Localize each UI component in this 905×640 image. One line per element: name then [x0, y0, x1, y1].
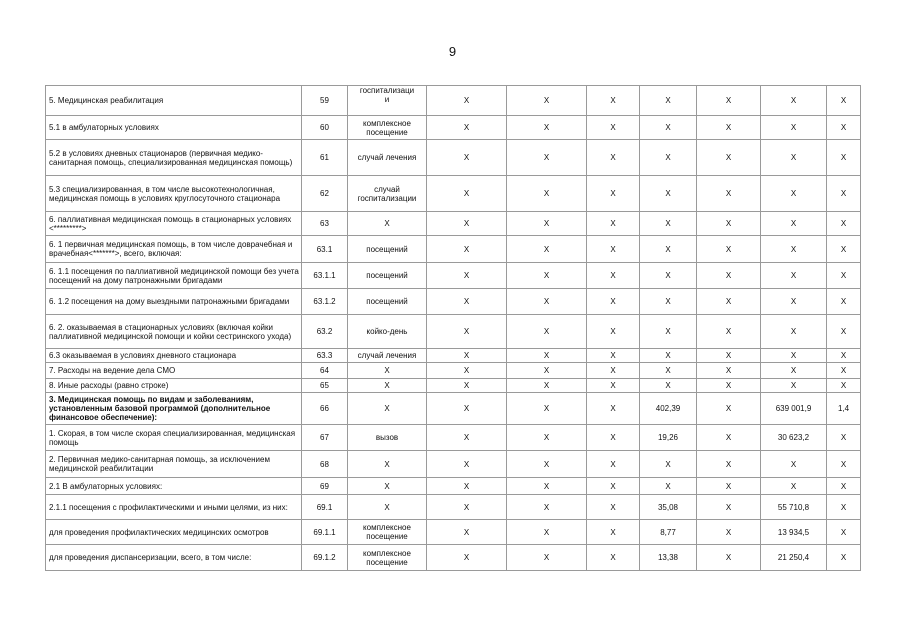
value-cell: X	[761, 379, 827, 393]
table-row	[46, 349, 861, 363]
value-cell: X	[587, 86, 640, 116]
unit-cell: X	[348, 495, 427, 520]
row-name-cell: для проведения диспансеризации, всего, в том числе:	[46, 545, 302, 571]
value-cell: X	[640, 315, 697, 349]
value-cell: X	[640, 86, 697, 116]
value-cell: X	[587, 349, 640, 363]
data-table	[45, 85, 861, 571]
row-name-cell: 6.3 оказываемая в условиях дневного стационара	[46, 349, 302, 363]
value-cell: X	[640, 478, 697, 495]
value-cell: X	[640, 116, 697, 140]
value-cell: X	[697, 236, 761, 263]
value-cell: X	[587, 140, 640, 176]
row-number-cell: 65	[302, 379, 348, 393]
row-number-cell: 69	[302, 478, 348, 495]
value-cell: X	[427, 520, 507, 545]
row-number-cell: 68	[302, 451, 348, 478]
value-cell: X	[640, 263, 697, 289]
unit-cell: случай лечения	[348, 349, 427, 363]
table-row	[46, 315, 861, 349]
row-name-cell: 5.1 в амбулаторных условиях	[46, 116, 302, 140]
value-cell: X	[827, 315, 861, 349]
row-name-cell: 1. Скорая, в том числе скорая специализированная, медицинская помощь	[46, 425, 302, 451]
row-name-cell: 5. Медицинская реабилитация	[46, 86, 302, 116]
value-cell: X	[697, 379, 761, 393]
value-cell: X	[640, 451, 697, 478]
value-cell: X	[761, 363, 827, 379]
value-cell: X	[827, 263, 861, 289]
table-row	[46, 86, 861, 116]
row-name-cell: 2.1 В амбулаторных условиях:	[46, 478, 302, 495]
row-number-cell: 62	[302, 176, 348, 212]
table-row	[46, 520, 861, 545]
value-cell: X	[507, 478, 587, 495]
row-name-cell: 6. 1.2 посещения на дому выездными патронажными бригадами	[46, 289, 302, 315]
value-cell: X	[827, 495, 861, 520]
unit-cell: случай лечения	[348, 140, 427, 176]
value-cell: X	[697, 263, 761, 289]
row-number-cell: 69.1	[302, 495, 348, 520]
value-cell: X	[640, 236, 697, 263]
unit-cell: комплексное посещение	[348, 520, 427, 545]
row-number-cell: 69.1.1	[302, 520, 348, 545]
table-row	[46, 289, 861, 315]
row-name-cell: 6. 1 первичная медицинская помощь, в том числе доврачебная и врачебная<*******>, всего, включая:	[46, 236, 302, 263]
value-cell: X	[761, 289, 827, 315]
row-name-cell: 7. Расходы на ведение дела СМО	[46, 363, 302, 379]
value-cell: X	[827, 212, 861, 236]
row-name-cell: 5.2 в условиях дневных стационаров (первичная медико-санитарная помощь, специализированная медицинская помощь)	[46, 140, 302, 176]
value-cell: X	[640, 289, 697, 315]
value-cell: X	[697, 289, 761, 315]
value-cell: X	[427, 289, 507, 315]
table-row	[46, 140, 861, 176]
table-row	[46, 116, 861, 140]
value-cell: X	[507, 379, 587, 393]
value-cell: X	[587, 495, 640, 520]
value-cell: X	[827, 176, 861, 212]
unit-cell: X	[348, 393, 427, 425]
value-cell: X	[587, 116, 640, 140]
value-cell: X	[427, 315, 507, 349]
value-cell: X	[507, 451, 587, 478]
value-cell: X	[427, 451, 507, 478]
row-name-cell: 6. 1.1 посещения по паллиативной медицинской помощи без учета посещений на дому патронажными бригадами	[46, 263, 302, 289]
value-cell: X	[827, 363, 861, 379]
value-cell: X	[697, 315, 761, 349]
value-cell: X	[697, 393, 761, 425]
row-number-cell: 63.1.2	[302, 289, 348, 315]
unit-cell: вызов	[348, 425, 427, 451]
unit-cell: X	[348, 212, 427, 236]
row-name-cell: 2. Первичная медико-санитарная помощь, за исключением медицинской реабилитации	[46, 451, 302, 478]
unit-cell: посещений	[348, 263, 427, 289]
value-cell: X	[827, 520, 861, 545]
value-cell: X	[587, 263, 640, 289]
unit-cell: X	[348, 451, 427, 478]
value-cell: X	[427, 236, 507, 263]
value-cell: X	[587, 212, 640, 236]
value-cell: X	[827, 545, 861, 571]
table-row	[46, 236, 861, 263]
value-cell: X	[507, 520, 587, 545]
row-number-cell: 61	[302, 140, 348, 176]
value-cell: X	[640, 140, 697, 176]
value-cell: X	[827, 379, 861, 393]
value-cell: X	[427, 140, 507, 176]
value-cell: X	[427, 116, 507, 140]
value-cell: X	[761, 236, 827, 263]
value-cell: X	[507, 393, 587, 425]
row-number-cell: 63.1.1	[302, 263, 348, 289]
value-cell: X	[427, 425, 507, 451]
value-cell: X	[507, 263, 587, 289]
table-row	[46, 393, 861, 425]
value-cell: X	[427, 478, 507, 495]
value-cell: 35,08	[640, 495, 697, 520]
value-cell: X	[761, 478, 827, 495]
value-cell: X	[640, 349, 697, 363]
value-cell: 8,77	[640, 520, 697, 545]
unit-cell: госпитализаци и	[348, 86, 427, 116]
value-cell: X	[507, 363, 587, 379]
value-cell: 13,38	[640, 545, 697, 571]
row-number-cell: 63.1	[302, 236, 348, 263]
value-cell: X	[827, 86, 861, 116]
value-cell: X	[427, 86, 507, 116]
value-cell: X	[507, 86, 587, 116]
value-cell: 1,4	[827, 393, 861, 425]
table-row	[46, 363, 861, 379]
value-cell: X	[640, 212, 697, 236]
row-name-cell: 8. Иные расходы (равно строке)	[46, 379, 302, 393]
unit-cell: комплексное посещение	[348, 545, 427, 571]
value-cell: X	[640, 176, 697, 212]
value-cell: X	[507, 315, 587, 349]
row-number-cell: 69.1.2	[302, 545, 348, 571]
value-cell: X	[697, 140, 761, 176]
value-cell: X	[427, 545, 507, 571]
value-cell: X	[761, 86, 827, 116]
value-cell: X	[697, 212, 761, 236]
value-cell: X	[507, 425, 587, 451]
value-cell: X	[697, 116, 761, 140]
unit-cell: X	[348, 478, 427, 495]
value-cell: X	[640, 363, 697, 379]
value-cell: X	[507, 236, 587, 263]
value-cell: X	[507, 176, 587, 212]
value-cell: X	[761, 315, 827, 349]
row-number-cell: 60	[302, 116, 348, 140]
row-name-cell: для проведения профилактических медицинских осмотров	[46, 520, 302, 545]
value-cell: X	[427, 263, 507, 289]
value-cell: X	[587, 315, 640, 349]
value-cell: X	[587, 363, 640, 379]
unit-cell: комплексное посещение	[348, 116, 427, 140]
value-cell: X	[427, 349, 507, 363]
value-cell: X	[697, 176, 761, 212]
table-row	[46, 379, 861, 393]
value-cell: X	[697, 425, 761, 451]
value-cell: X	[587, 176, 640, 212]
value-cell: X	[697, 545, 761, 571]
row-name-cell: 3. Медицинская помощь по видам и заболеваниям, установленным базовой программой (дополнительное финансовое обеспечение):	[46, 393, 302, 425]
table-row	[46, 451, 861, 478]
value-cell: X	[507, 349, 587, 363]
value-cell: 19,26	[640, 425, 697, 451]
table-row	[46, 212, 861, 236]
value-cell: X	[761, 176, 827, 212]
value-cell: 13 934,5	[761, 520, 827, 545]
row-name-cell: 2.1.1 посещения с профилактическими и иными целями, из них:	[46, 495, 302, 520]
value-cell: 402,39	[640, 393, 697, 425]
value-cell: X	[587, 520, 640, 545]
value-cell: X	[507, 212, 587, 236]
value-cell: 30 623,2	[761, 425, 827, 451]
value-cell: 55 710,8	[761, 495, 827, 520]
value-cell: X	[427, 495, 507, 520]
value-cell: X	[827, 140, 861, 176]
value-cell: X	[697, 520, 761, 545]
unit-cell: X	[348, 379, 427, 393]
value-cell: X	[507, 140, 587, 176]
row-number-cell: 67	[302, 425, 348, 451]
value-cell: X	[697, 451, 761, 478]
value-cell: X	[587, 379, 640, 393]
table-row	[46, 425, 861, 451]
table-row	[46, 495, 861, 520]
row-number-cell: 66	[302, 393, 348, 425]
value-cell: X	[427, 212, 507, 236]
value-cell: X	[587, 289, 640, 315]
value-cell: X	[697, 86, 761, 116]
value-cell: X	[587, 545, 640, 571]
row-number-cell: 63	[302, 212, 348, 236]
value-cell: X	[761, 212, 827, 236]
table-row	[46, 176, 861, 212]
value-cell: X	[507, 289, 587, 315]
value-cell: X	[761, 263, 827, 289]
value-cell: X	[697, 349, 761, 363]
unit-cell: посещений	[348, 289, 427, 315]
table-row	[46, 263, 861, 289]
value-cell: X	[427, 363, 507, 379]
value-cell: X	[697, 363, 761, 379]
value-cell: 21 250,4	[761, 545, 827, 571]
value-cell: X	[827, 116, 861, 140]
table-row	[46, 478, 861, 495]
value-cell: X	[827, 349, 861, 363]
row-number-cell: 59	[302, 86, 348, 116]
unit-cell: случай госпитализации	[348, 176, 427, 212]
unit-cell: койко-день	[348, 315, 427, 349]
value-cell: X	[507, 116, 587, 140]
unit-cell: посещений	[348, 236, 427, 263]
value-cell: X	[827, 451, 861, 478]
value-cell: X	[427, 393, 507, 425]
row-number-cell: 63.2	[302, 315, 348, 349]
value-cell: X	[697, 495, 761, 520]
row-name-cell: 5.3 специализированная, в том числе высокотехнологичная, медицинская помощь в условиях круглосуточного стационара	[46, 176, 302, 212]
value-cell: X	[587, 236, 640, 263]
value-cell: X	[827, 236, 861, 263]
value-cell: X	[587, 451, 640, 478]
page-number: 9	[448, 44, 457, 59]
value-cell: X	[640, 379, 697, 393]
row-name-cell: 6. 2. оказываемая в стационарных условиях (включая койки паллиативной медицинской помощи и койки сестринского ухода)	[46, 315, 302, 349]
value-cell: X	[827, 289, 861, 315]
value-cell: X	[761, 140, 827, 176]
value-cell: X	[587, 425, 640, 451]
row-number-cell: 63.3	[302, 349, 348, 363]
value-cell: X	[587, 393, 640, 425]
value-cell: X	[697, 478, 761, 495]
value-cell: X	[427, 176, 507, 212]
value-cell: X	[827, 478, 861, 495]
row-number-cell: 64	[302, 363, 348, 379]
value-cell: X	[427, 379, 507, 393]
value-cell: X	[827, 425, 861, 451]
value-cell: X	[761, 451, 827, 478]
value-cell: 639 001,9	[761, 393, 827, 425]
value-cell: X	[761, 349, 827, 363]
table-row	[46, 545, 861, 571]
unit-cell: X	[348, 363, 427, 379]
value-cell: X	[761, 116, 827, 140]
row-name-cell: 6. паллиативная медицинская помощь в стационарных условиях <*********>	[46, 212, 302, 236]
value-cell: X	[507, 495, 587, 520]
value-cell: X	[507, 545, 587, 571]
value-cell: X	[587, 478, 640, 495]
